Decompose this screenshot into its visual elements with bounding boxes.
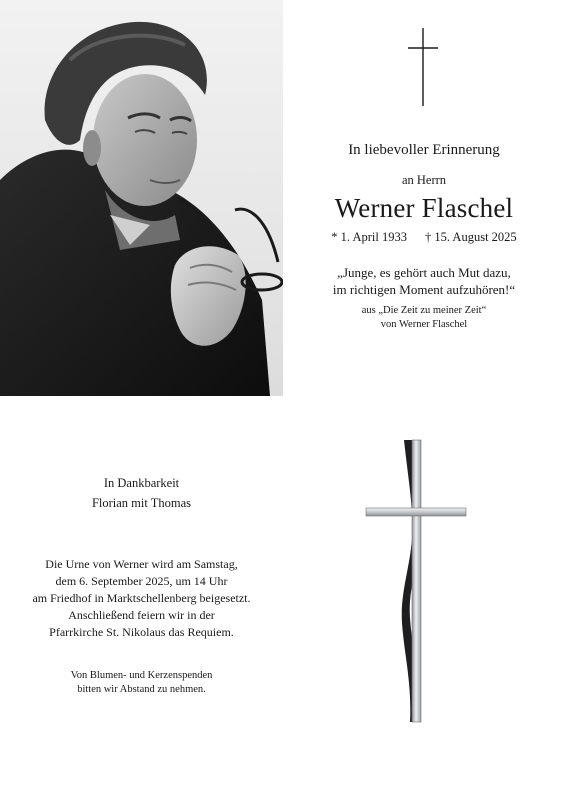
- mourners-names: Florian mit Thomas: [91, 496, 192, 510]
- ceremony-line: dem 6. September 2025, um 14 Uhr: [55, 574, 228, 588]
- salutation: an Herrn: [401, 173, 447, 187]
- deceased-name: Werner Flaschel: [334, 193, 514, 223]
- ceremony-line: am Friedhof in Marktschellenberg beigesetzt.: [32, 591, 251, 605]
- quote-source: [283, 304, 565, 332]
- quote-line: im richtigen Moment aufzuhören!“: [332, 282, 516, 297]
- portrait-illustration: [0, 0, 283, 396]
- flowers-line: Von Blumen- und Kerzenspenden: [70, 670, 213, 681]
- quote-line: „Junge, es gehört auch Mut dazu,: [337, 265, 511, 280]
- remembrance-intro: In liebevoller Erinnerung: [348, 142, 500, 158]
- death-date: † 15. August 2025: [425, 230, 517, 244]
- ceremony-line: Die Urne von Werner wird am Samstag,: [45, 557, 238, 571]
- portrait-photo: [0, 0, 283, 396]
- quote: [283, 264, 565, 298]
- quote-source-line: von Werner Flaschel: [380, 319, 468, 330]
- cross-icon: [364, 438, 468, 724]
- thanks-block: [0, 473, 283, 513]
- cross-icon: [406, 26, 440, 108]
- ceremony-line: Pfarrkirche St. Nikolaus das Requiem.: [49, 625, 234, 639]
- life-dates: [283, 230, 565, 245]
- flowers-note: [0, 669, 283, 697]
- ceremony-info: [0, 556, 283, 641]
- ceremony-line: Anschließend feiern wir in der: [68, 608, 215, 622]
- flowers-line: bitten wir Abstand zu nehmen.: [77, 684, 206, 695]
- thanks-line: In Dankbarkeit: [103, 476, 180, 490]
- quote-source-line: aus „Die Zeit zu meiner Zeit“: [361, 305, 487, 316]
- birth-date: * 1. April 1933: [331, 230, 407, 244]
